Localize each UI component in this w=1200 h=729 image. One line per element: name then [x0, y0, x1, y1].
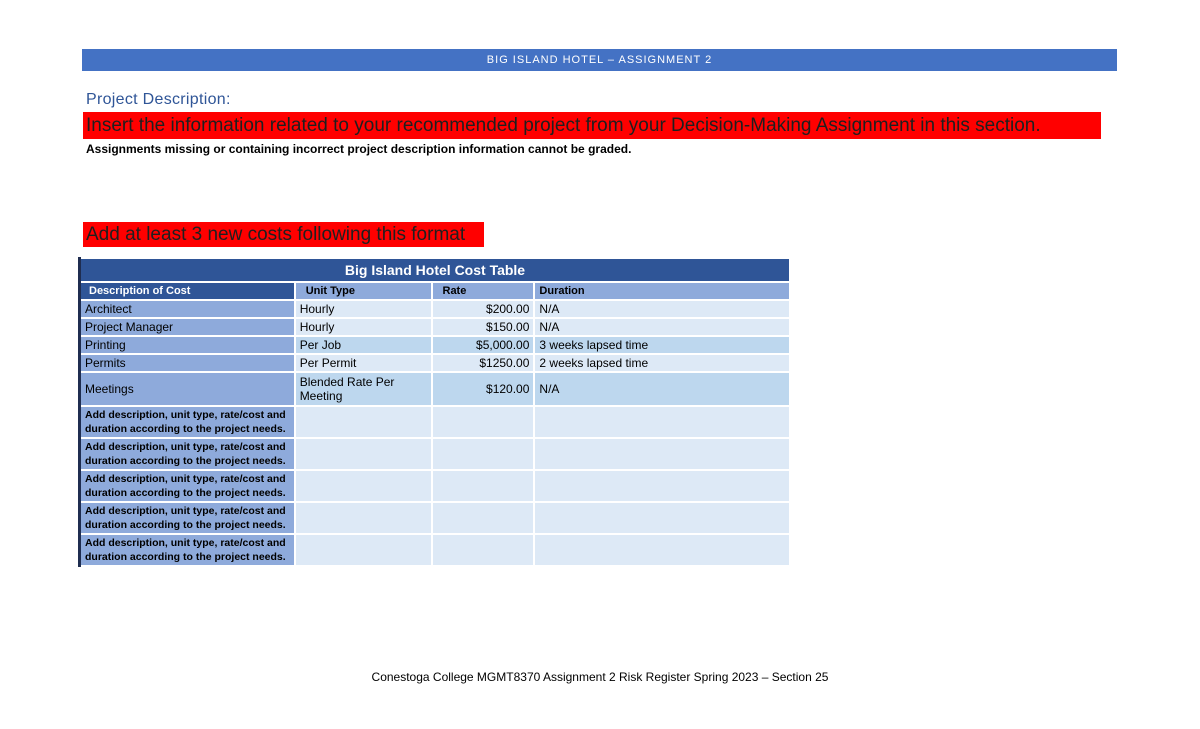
table-row: [80, 318, 791, 336]
placeholder-description: Add description, unit type, rate/cost and duration according to the project needs.: [80, 534, 295, 566]
cell-rate: $5,000.00: [432, 336, 535, 354]
placeholder-description: Add description, unit type, rate/cost and duration according to the project needs.: [80, 438, 295, 470]
cell-rate: $120.00: [432, 372, 535, 406]
table-row: [80, 372, 791, 406]
cell-unit-type: Per Job: [295, 336, 432, 354]
cell-duration: 2 weeks lapsed time: [534, 354, 790, 372]
empty-cell: [295, 534, 432, 566]
table-row: [80, 336, 791, 354]
placeholder-description: Add description, unit type, rate/cost and duration according to the project needs.: [80, 470, 295, 502]
cell-description: Permits: [80, 354, 295, 372]
empty-cell: [432, 438, 535, 470]
table-row: [80, 300, 791, 318]
grading-note: Assignments missing or containing incorrect project description information cannot be graded.: [86, 142, 632, 156]
cell-duration: N/A: [534, 318, 790, 336]
column-header-unit-type: Unit Type: [295, 282, 432, 300]
empty-cell: [534, 534, 790, 566]
cell-description: Architect: [80, 300, 295, 318]
empty-cell: [295, 438, 432, 470]
table-row: [80, 354, 791, 372]
empty-cell: [432, 406, 535, 438]
column-header-rate: Rate: [432, 282, 535, 300]
empty-cell: [534, 502, 790, 534]
placeholder-row: [80, 438, 791, 470]
column-header-duration: Duration: [534, 282, 790, 300]
cell-duration: 3 weeks lapsed time: [534, 336, 790, 354]
cell-rate: $1250.00: [432, 354, 535, 372]
cell-duration: N/A: [534, 300, 790, 318]
cell-description: Meetings: [80, 372, 295, 406]
cell-rate: $200.00: [432, 300, 535, 318]
placeholder-row: [80, 502, 791, 534]
empty-cell: [432, 470, 535, 502]
empty-cell: [432, 534, 535, 566]
cell-description: Project Manager: [80, 318, 295, 336]
cell-duration: N/A: [534, 372, 790, 406]
cell-description: Printing: [80, 336, 295, 354]
cell-unit-type: Hourly: [295, 300, 432, 318]
empty-cell: [534, 470, 790, 502]
empty-cell: [534, 406, 790, 438]
cell-rate: $150.00: [432, 318, 535, 336]
cell-unit-type: Blended Rate Per Meeting: [295, 372, 432, 406]
document-footer: Conestoga College MGMT8370 Assignment 2 Risk Register Spring 2023 – Section 25: [371, 670, 829, 684]
cost-table-title: Big Island Hotel Cost Table: [80, 258, 791, 282]
empty-cell: [295, 502, 432, 534]
empty-cell: [432, 502, 535, 534]
cost-table: [78, 257, 791, 567]
project-description-heading: Project Description:: [86, 91, 231, 108]
cell-unit-type: Hourly: [295, 318, 432, 336]
placeholder-row: [80, 406, 791, 438]
empty-cell: [295, 406, 432, 438]
project-instruction-highlight: Insert the information related to your recommended project from your Decision-Making Assignment in this section.: [83, 112, 1101, 139]
placeholder-description: Add description, unit type, rate/cost and duration according to the project needs.: [80, 406, 295, 438]
document-header: BIG ISLAND HOTEL – ASSIGNMENT 2: [82, 49, 1117, 71]
column-header-description: Description of Cost: [80, 282, 295, 300]
placeholder-row: [80, 470, 791, 502]
placeholder-row: [80, 534, 791, 566]
empty-cell: [534, 438, 790, 470]
placeholder-description: Add description, unit type, rate/cost and duration according to the project needs.: [80, 502, 295, 534]
costs-instruction-highlight: Add at least 3 new costs following this format: [83, 222, 484, 247]
empty-cell: [295, 470, 432, 502]
cell-unit-type: Per Permit: [295, 354, 432, 372]
